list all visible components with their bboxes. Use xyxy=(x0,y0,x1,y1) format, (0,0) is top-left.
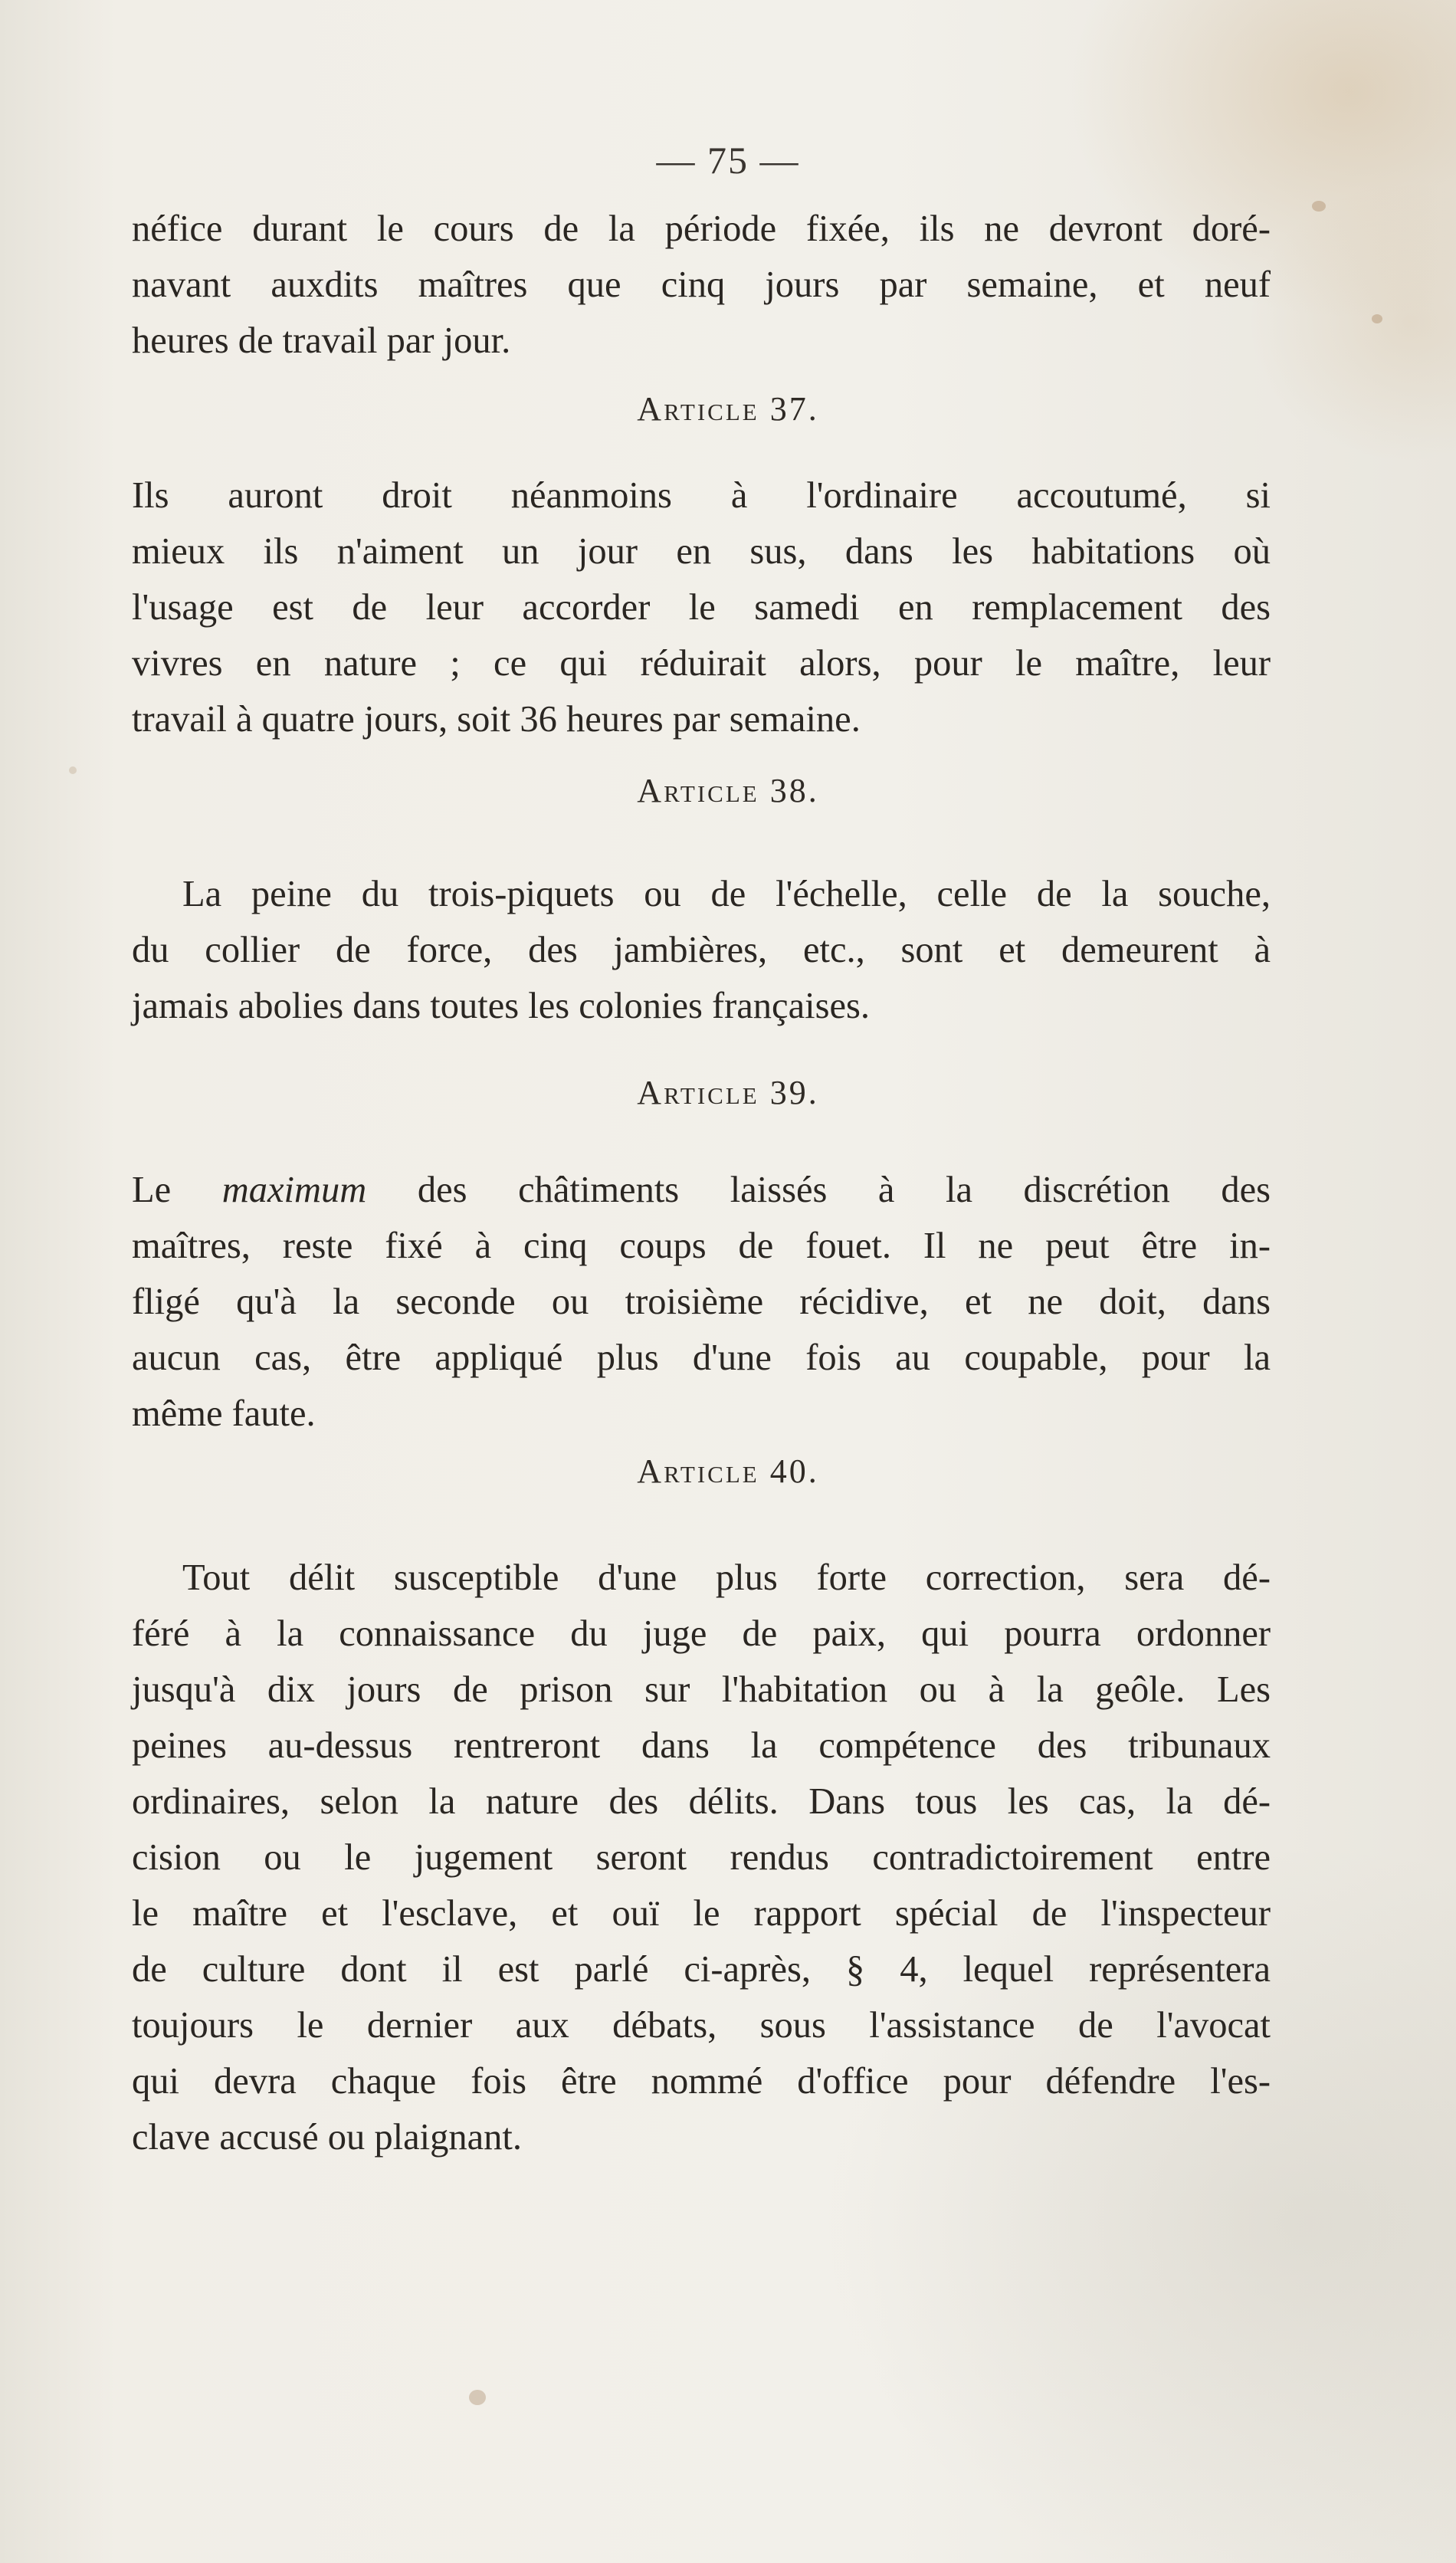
text-line: toujours le dernier aux débats, sous l'assistance de l'avocat xyxy=(132,2005,1271,2046)
text-line: féré à la connaissance du juge de paix, qui pourra ordonner xyxy=(132,1613,1271,1654)
text-line: peines au-dessus rentreront dans la compétence des tribunaux xyxy=(132,1725,1271,1766)
article-38-heading: Article 38. xyxy=(637,772,819,809)
text-line: néfice durant le cours de la période fixée, ils ne devront doré- xyxy=(132,208,1271,249)
foxing-spot xyxy=(469,2390,486,2405)
text-line: cision ou le jugement seront rendus contradictoirement entre xyxy=(132,1837,1271,1878)
text-line: vivres en nature ; ce qui réduirait alors, pour le maître, leur xyxy=(132,643,1271,684)
article-40-heading: Article 40. xyxy=(637,1452,819,1490)
text-line: navant auxdits maîtres que cinq jours par semaine, et neuf xyxy=(132,264,1271,305)
article-40-paragraph xyxy=(132,1550,1271,2165)
article-38-paragraph xyxy=(132,866,1271,1034)
text-line: aucun cas, être appliqué plus d'une fois au coupable, pour la xyxy=(132,1337,1271,1378)
text-line: jamais abolies dans toutes les colonies françaises. xyxy=(132,986,870,1026)
article-39-heading: Article 39. xyxy=(637,1074,819,1111)
text-line: fligé qu'à la seconde ou troisième récidive, et ne doit, dans xyxy=(132,1282,1271,1322)
article-37-heading: Article 37. xyxy=(637,390,819,428)
text-line xyxy=(132,1162,1271,1218)
text-line: travail à quatre jours, soit 36 heures par semaine. xyxy=(132,699,861,740)
text-line: clave accusé ou plaignant. xyxy=(132,2117,523,2158)
text-fragment: des châtiments laissés à la discrétion des xyxy=(417,1170,1271,1210)
text-line: maîtres, reste fixé à cinq coups de fouet. Il ne peut être in- xyxy=(132,1226,1271,1266)
text-line: de culture dont il est parlé ci-après, § 4, lequel représentera xyxy=(132,1949,1271,1990)
text-line: le maître et l'esclave, et ouï le rapport spécial de l'inspecteur xyxy=(132,1893,1271,1934)
text-line: qui devra chaque fois être nommé d'office pour défendre l'es- xyxy=(132,2061,1271,2102)
foxing-spot xyxy=(1312,201,1326,212)
text-line: Ils auront droit néanmoins à l'ordinaire accoutumé, si xyxy=(132,475,1271,516)
article-39-paragraph xyxy=(132,1162,1271,1442)
text-fragment: Le xyxy=(132,1170,172,1210)
text-line: l'usage est de leur accorder le samedi en remplacement des xyxy=(132,587,1271,628)
text-line: Tout délit susceptible d'une plus forte correction, sera dé- xyxy=(182,1557,1271,1598)
article-37-paragraph xyxy=(132,468,1271,747)
text-line: ordinaires, selon la nature des délits. Dans tous les cas, la dé- xyxy=(132,1781,1271,1822)
text-line: du collier de force, des jambières, etc., sont et demeurent à xyxy=(132,930,1271,970)
continued-paragraph xyxy=(132,201,1271,369)
text-line: jusqu'à dix jours de prison sur l'habitation ou à la geôle. Les xyxy=(132,1669,1271,1710)
text-line: mieux ils n'aiment un jour en sus, dans les habitations où xyxy=(132,531,1271,572)
text-line: La peine du trois-piquets ou de l'échelle, celle de la souche, xyxy=(182,874,1271,914)
italic-word-maximum: maximum xyxy=(221,1170,367,1210)
text-line: même faute. xyxy=(132,1393,316,1434)
page-number: — 75 — xyxy=(656,139,800,182)
foxing-spot xyxy=(1372,314,1382,323)
text-line: heures de travail par jour. xyxy=(132,320,511,361)
